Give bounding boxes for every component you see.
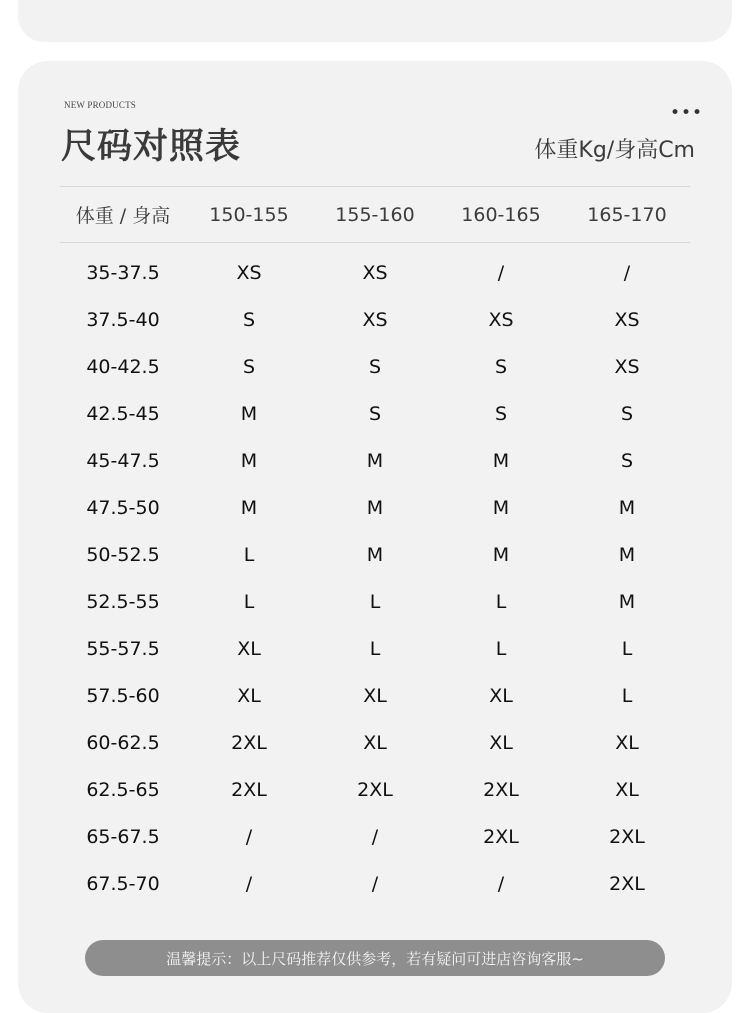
weight-range-cell: 57.5-60 xyxy=(86,684,160,707)
column-header: 150-155 xyxy=(209,203,289,226)
page-title: 尺码对照表 xyxy=(61,127,242,167)
size-cell: 2XL xyxy=(609,872,645,895)
size-cell: XS xyxy=(614,355,640,378)
size-cell: L xyxy=(621,684,633,707)
table-row xyxy=(60,296,690,343)
size-cell: L xyxy=(369,590,381,613)
size-cell: M xyxy=(240,449,258,472)
size-cell: XL xyxy=(237,637,261,660)
size-cell: M xyxy=(366,543,384,566)
size-cell: XL xyxy=(363,684,387,707)
weight-range-cell: 37.5-40 xyxy=(86,308,160,331)
size-cell: XS xyxy=(362,308,388,331)
size-cell: / xyxy=(245,872,253,895)
size-cell: L xyxy=(495,637,507,660)
table-row xyxy=(60,437,690,484)
weight-range-cell: 62.5-65 xyxy=(86,778,160,801)
size-cell: 2XL xyxy=(483,825,519,848)
size-cell: S xyxy=(368,402,382,425)
size-cell: / xyxy=(623,261,631,284)
size-cell: L xyxy=(243,590,255,613)
size-cell: 2XL xyxy=(231,778,267,801)
size-cell: / xyxy=(371,872,379,895)
size-cell: XL xyxy=(237,684,261,707)
table-row xyxy=(60,672,690,719)
more-icon[interactable]: ••• xyxy=(670,103,704,123)
table-row xyxy=(60,860,690,907)
table-row xyxy=(60,390,690,437)
size-cell: M xyxy=(492,449,510,472)
size-cell: M xyxy=(240,402,258,425)
size-cell: M xyxy=(366,449,384,472)
size-cell: XS xyxy=(488,308,514,331)
size-cell: S xyxy=(620,449,634,472)
size-cell: XL xyxy=(489,731,513,754)
column-header: 体重 / 身高 xyxy=(75,205,171,227)
header-divider-bottom xyxy=(60,242,690,243)
size-cell: / xyxy=(371,825,379,848)
size-cell: XL xyxy=(615,778,639,801)
size-cell: XS xyxy=(614,308,640,331)
size-cell: XL xyxy=(489,684,513,707)
size-cell: M xyxy=(240,496,258,519)
unit-label: 体重Kg/身高Cm xyxy=(534,138,695,163)
size-cell: M xyxy=(366,496,384,519)
size-cell: XL xyxy=(615,731,639,754)
table-row xyxy=(60,578,690,625)
table-row xyxy=(60,484,690,531)
size-cell: XL xyxy=(363,731,387,754)
column-header: 165-170 xyxy=(587,203,667,226)
size-cell: L xyxy=(369,637,381,660)
table-row xyxy=(60,625,690,672)
weight-range-cell: 60-62.5 xyxy=(86,731,160,754)
size-cell: L xyxy=(243,543,255,566)
size-cell: S xyxy=(494,355,508,378)
weight-range-cell: 47.5-50 xyxy=(86,496,160,519)
column-header: 155-160 xyxy=(335,203,415,226)
weight-range-cell: 45-47.5 xyxy=(86,449,160,472)
size-cell: / xyxy=(245,825,253,848)
size-cell: S xyxy=(242,308,256,331)
size-cell: / xyxy=(497,261,505,284)
size-cell: S xyxy=(242,355,256,378)
table-header xyxy=(60,187,690,242)
size-cell: XS xyxy=(362,261,388,284)
eyebrow-label: NEW PRODUCTS xyxy=(64,100,136,110)
table-body xyxy=(60,249,690,907)
size-cell: M xyxy=(618,590,636,613)
tip-banner: 温馨提示：以上尺码推荐仅供参考，若有疑问可进店咨询客服~ xyxy=(85,940,665,976)
weight-range-cell: 52.5-55 xyxy=(86,590,160,613)
size-cell: XS xyxy=(236,261,262,284)
size-cell: M xyxy=(618,543,636,566)
weight-range-cell: 65-67.5 xyxy=(86,825,160,848)
size-chart-card xyxy=(18,61,732,1013)
size-cell: L xyxy=(621,637,633,660)
size-cell: S xyxy=(620,402,634,425)
size-cell: 2XL xyxy=(357,778,393,801)
weight-range-cell: 35-37.5 xyxy=(86,261,160,284)
table-row xyxy=(60,719,690,766)
table-row xyxy=(60,343,690,390)
weight-range-cell: 42.5-45 xyxy=(86,402,160,425)
weight-range-cell: 67.5-70 xyxy=(86,872,160,895)
table-row xyxy=(60,249,690,296)
size-cell: / xyxy=(497,872,505,895)
table-row xyxy=(60,531,690,578)
size-cell: L xyxy=(495,590,507,613)
column-header: 160-165 xyxy=(461,203,541,226)
size-cell: M xyxy=(492,496,510,519)
size-cell: 2XL xyxy=(483,778,519,801)
size-cell: S xyxy=(368,355,382,378)
size-cell: M xyxy=(492,543,510,566)
weight-range-cell: 40-42.5 xyxy=(86,355,160,378)
table-row xyxy=(60,813,690,860)
weight-range-cell: 55-57.5 xyxy=(86,637,160,660)
weight-range-cell: 50-52.5 xyxy=(86,543,160,566)
size-cell: S xyxy=(494,402,508,425)
size-cell: 2XL xyxy=(609,825,645,848)
table-row xyxy=(60,766,690,813)
previous-card xyxy=(18,0,732,42)
size-cell: M xyxy=(618,496,636,519)
size-cell: 2XL xyxy=(231,731,267,754)
